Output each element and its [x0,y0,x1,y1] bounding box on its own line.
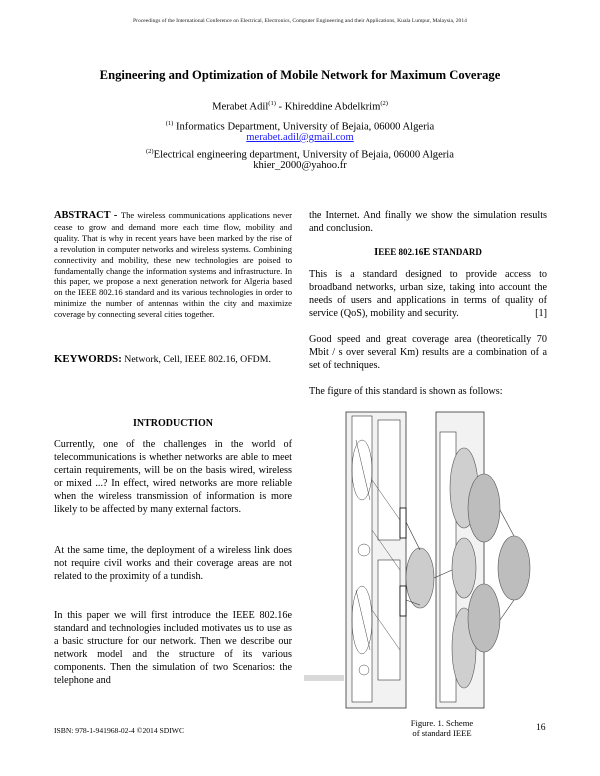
abstract [54,210,292,320]
email-2: khier_2000@yahoo.fr [253,160,347,171]
bs-left-top [378,420,400,540]
internet-cloud-top [468,474,500,542]
affiliation-1-text: Informatics Department, University of Bejaia, 06000 Algeria [173,121,435,133]
section-title-i: I [374,247,379,258]
link-box-2 [400,586,406,616]
ieee-paragraph-1 [309,269,547,321]
keywords-label: KEYWORDS: [54,353,122,365]
caption-line-2: of standard IEEE [412,728,472,738]
affiliation-1-sup: (1) [165,120,174,127]
architecture-diagram [304,410,548,710]
ieee-paragraph-3: The figure of this standard is shown as follows: [309,386,503,397]
author-1: Merabet Adil [212,101,269,113]
paper-title: Engineering and Optimization of Mobile Network for Maximum Coverage [99,68,501,82]
figure-grey-bar [304,675,344,681]
section-title-ieee [309,247,547,258]
right-paragraph-0: the Internet. And finally we show the simulation results and conclusion. [309,210,547,234]
ieee-paragraph-1-ref: [1] [535,307,547,319]
conference-header: Proceedings of the International Conference on Electrical, Electronics, Computer Engineering and their Applications, Kuala Lumpur, Malaysia, 2014 [133,18,467,24]
ieee-architecture-figure [304,410,548,710]
page-number: 16 [536,722,546,733]
external-cloud [498,536,530,600]
affiliation-2-sup: (2) [146,148,154,155]
author-separator: - [275,101,285,113]
author-2: Khireddine Abdelkrim [284,101,381,113]
isbn-footer: ISBN: 978-1-941968-02-4 ©2014 SDIWC [54,726,185,735]
abstract-text: The wireless communications applications never cease to grow and demand more each time flow, mobility and quality. That is why in recent years have been marked by the rise of a revolution in computer networks and wireless systems. Combining connectivity and mobility, these new technologies are poised to fundamentally change the information systems and infrastructure. In this paper, we propose a next generation network for Algeria based on the IEEE 802.16 standard and its various technologies in order to minimize the number of antennas within the city and maximize coverage by connecting several cities together. [54,210,292,320]
link-box-1 [400,508,406,538]
abstract-label: ABSTRACT - [54,210,121,221]
affiliation-2-text: Electrical engineering department, University of Bejaia, 06000 Algeria [153,149,454,161]
email-1[interactable] [60,131,540,144]
ip-access-cloud [406,548,434,608]
keywords [54,353,292,367]
intro-paragraph-2: At the same time, the deployment of a wireless link does not require civil works and their coverage areas are not related to the proximity of a tundish. [54,545,292,582]
bs-left-bottom [378,560,400,680]
section-title-rest: EEE 802.16 [378,247,424,257]
ieee-paragraph-2: Good speed and great coverage area (theoretically 70 Mbit / s over several Km) results are a combination of a set of techniques. [309,334,547,371]
section-title-e: E [423,247,431,258]
ieee-paragraph-1-text: This is a standard designed to provide access to broadband networks, urban size, taking into account the needs of users and applications in terms of quality of service (QoS), mobility and security. [309,269,547,319]
keywords-text: Network, Cell, IEEE 802.16, OFDM. [121,354,271,365]
section-title-tail: STANDARD [430,247,482,257]
intro-paragraph-1: Currently, one of the challenges in the world of telecommunications is whether networks are able to meet certain requirements, will be on the basis wired, wireless or mixed ...? In effect, wired networks are more reliable when the wireless transmission of information is more likely to be affected by many external factors. [54,439,292,515]
asn-left-inner [352,416,372,702]
author-1-sup: (1) [268,100,276,107]
roaming-cloud [452,538,476,598]
introduction-title: INTRODUCTION [132,418,213,429]
internet-cloud-bottom [468,584,500,652]
figure-caption [398,718,486,738]
caption-line-1: Figure. 1. Scheme [410,718,474,728]
author-line [60,97,540,114]
email-1-link[interactable]: merabet.adil@gmail.com [246,132,354,143]
intro-paragraph-3: In this paper we will first introduce the IEEE 802.16e standard and technologies included motivates us to use as a basic structure for our network. Then we describe our network model and the structure of its various components. Then the simulation of two Scenarios: the telephone and [54,610,292,686]
author-2-sup: (2) [380,100,388,107]
